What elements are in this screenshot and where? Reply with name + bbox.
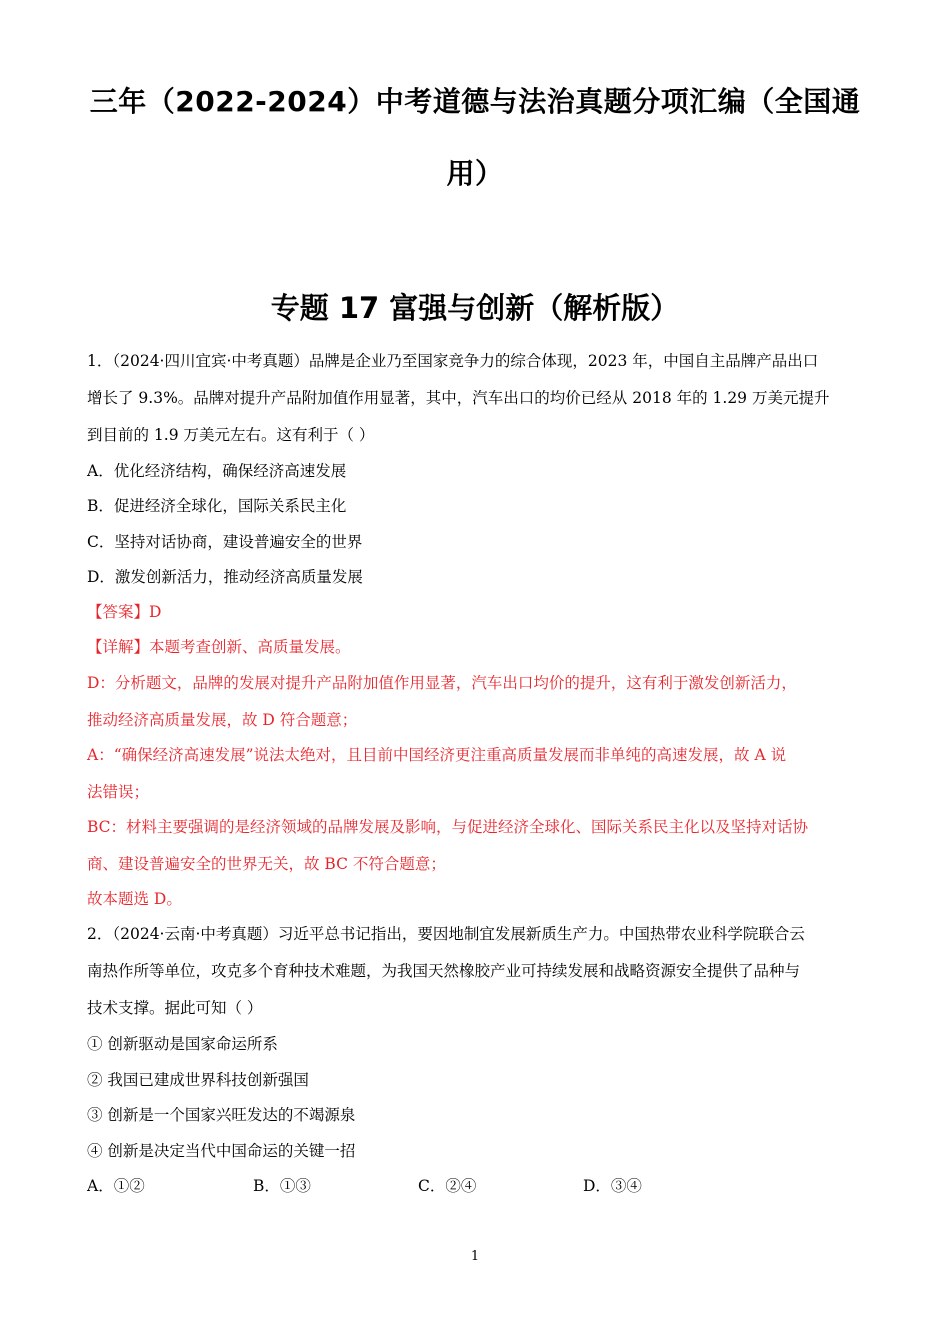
q2-choice-b: B．①③: [253, 1177, 311, 1195]
q1-option-d: D．激发创新活力，推动经济高质量发展: [87, 568, 363, 586]
q1-option-a: A．优化经济结构，确保经济高速发展: [87, 462, 347, 480]
q2-statement-4: ④ 创新是决定当代中国命运的关键一招: [87, 1142, 356, 1160]
q1-analysis-line-7: 故本题选 D。: [87, 890, 182, 908]
topic-subtitle: 专题 17 富强与创新（解析版）: [270, 291, 680, 325]
q2-stem-line-1: 2．（2024·云南·中考真题）习近平总书记指出，要因地制宜发展新质生产力。中国热带农业科学院联合云: [87, 925, 805, 943]
q2-choice-d: D．③④: [583, 1177, 642, 1195]
q2-statement-1: ① 创新驱动是国家命运所系: [87, 1035, 278, 1053]
q2-stem-line-3: 技术支撑。据此可知（ ）: [87, 999, 263, 1017]
q1-stem-line-3: 到目前的 1.9 万美元左右。这有利于（ ）: [87, 426, 375, 444]
q1-analysis-line-2: 推动经济高质量发展，故 D 符合题意；: [87, 711, 358, 729]
q1-stem-line-2: 增长了 9.3%。品牌对提升产品附加值作用显著，其中，汽车出口的均价已经从 2018 年的 1.29 万美元提升: [87, 389, 830, 407]
page-number: 1: [470, 1249, 480, 1264]
q2-statement-3: ③ 创新是一个国家兴旺发达的不竭源泉: [87, 1106, 356, 1124]
q2-stem-line-2: 南热作所等单位，攻克多个育种技术难题，为我国天然橡胶产业可持续发展和战略资源安全提供了品种与: [87, 962, 801, 980]
q2-choice-c: C．②④: [418, 1177, 477, 1195]
q2-choice-a: A．①②: [87, 1177, 145, 1195]
document-title-line-2: 用）: [446, 157, 504, 190]
q1-stem-line-1: 1．（2024·四川宜宾·中考真题）品牌是企业乃至国家竞争力的综合体现，2023 年，中国自主品牌产品出口: [87, 352, 819, 370]
q2-statement-2: ② 我国已建成世界科技创新强国: [87, 1071, 309, 1089]
q1-analysis-line-6: 商、建设普遍安全的世界无关，故 BC 不符合题意；: [87, 855, 446, 873]
q1-analysis-line-4: 法错误；: [87, 783, 150, 801]
q1-option-c: C．坚持对话协商，建设普遍安全的世界: [87, 533, 363, 551]
q1-analysis-line-5: BC：材料主要强调的是经济领域的品牌发展及影响，与促进经济全球化、国际关系民主化以及坚持对话协: [87, 818, 809, 836]
q1-detail: 【详解】本题考查创新、高质量发展。: [87, 638, 351, 656]
q1-analysis-line-1: D：分析题文，品牌的发展对提升产品附加值作用显著，汽车出口均价的提升，这有利于激发创新活力，: [87, 674, 797, 692]
q1-option-b: B．促进经济全球化，国际关系民主化: [87, 497, 347, 515]
q1-analysis-line-3: A：“确保经济高速发展”说法太绝对，且目前中国经济更注重高质量发展而非单纯的高速发展，故 A 说: [87, 746, 787, 764]
q1-answer: 【答案】D: [87, 603, 162, 621]
q2-choices: [87, 1176, 787, 1198]
document-title-line-1: 三年（2022-2024）中考道德与法治真题分项汇编（全国通: [89, 85, 861, 118]
